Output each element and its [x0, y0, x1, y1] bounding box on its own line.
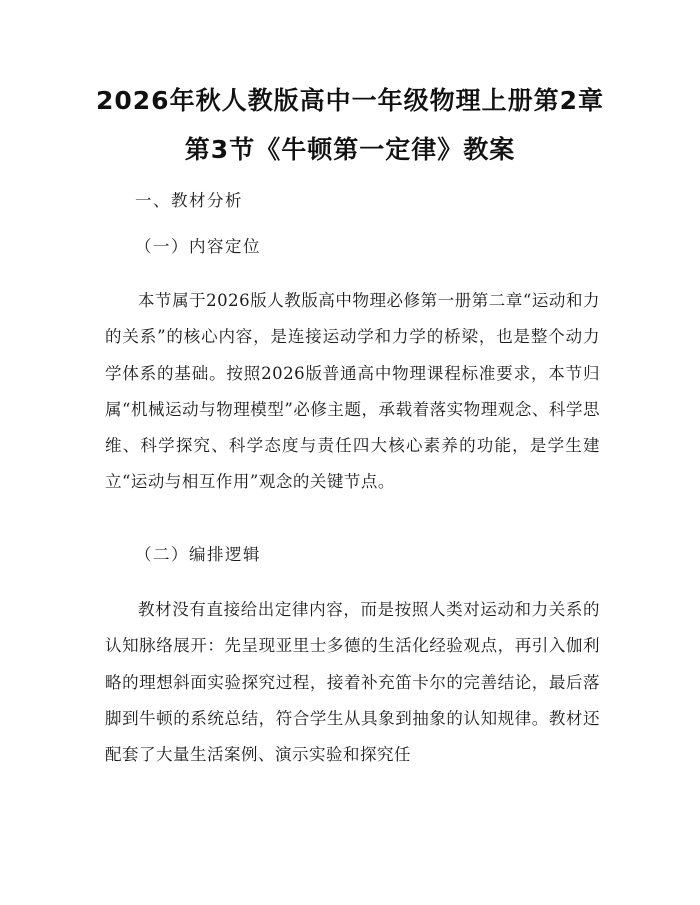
- subsection-heading-arrangement-logic: （二）编排逻辑: [135, 545, 261, 564]
- section-heading-textbook-analysis: 一、教材分析: [135, 191, 243, 210]
- paragraph-content-positioning: 本节属于2026版人教版高中物理必修第一册第二章“运动和力的关系”的核心内容，是连接运动学和力学的桥梁，也是整个动力学体系的基础。按照2026版普通高中物理课程标准要求，本节归属“机械运动与物理模型”必修主题，承载着落实物理观念、科学思维、科学探究、科学态度与责任四大核心素养的功能，是学生建立“运动与相互作用”观念的关键节点。: [105, 291, 600, 492]
- document-title-line-1: 2026年秋人教版高中一年级物理上册第2章: [96, 86, 604, 115]
- paragraph-arrangement-logic: 教材没有直接给出定律内容，而是按照人类对运动和力关系的认知脉络展开：先呈现亚里士多德的生活化经验观点，再引入伽利略的理想斜面实验探究过程，接着补充笛卡尔的完善结论，最后落脚到牛顿的系统总结，符合学生从具象到抽象的认知规律。教材还配套了大量生活案例、演示实验和探究任: [105, 600, 600, 765]
- document-title-line-2: 第3节《牛顿第一定律》教案: [184, 135, 516, 164]
- subsection-heading-content-positioning: （一）内容定位: [135, 237, 261, 256]
